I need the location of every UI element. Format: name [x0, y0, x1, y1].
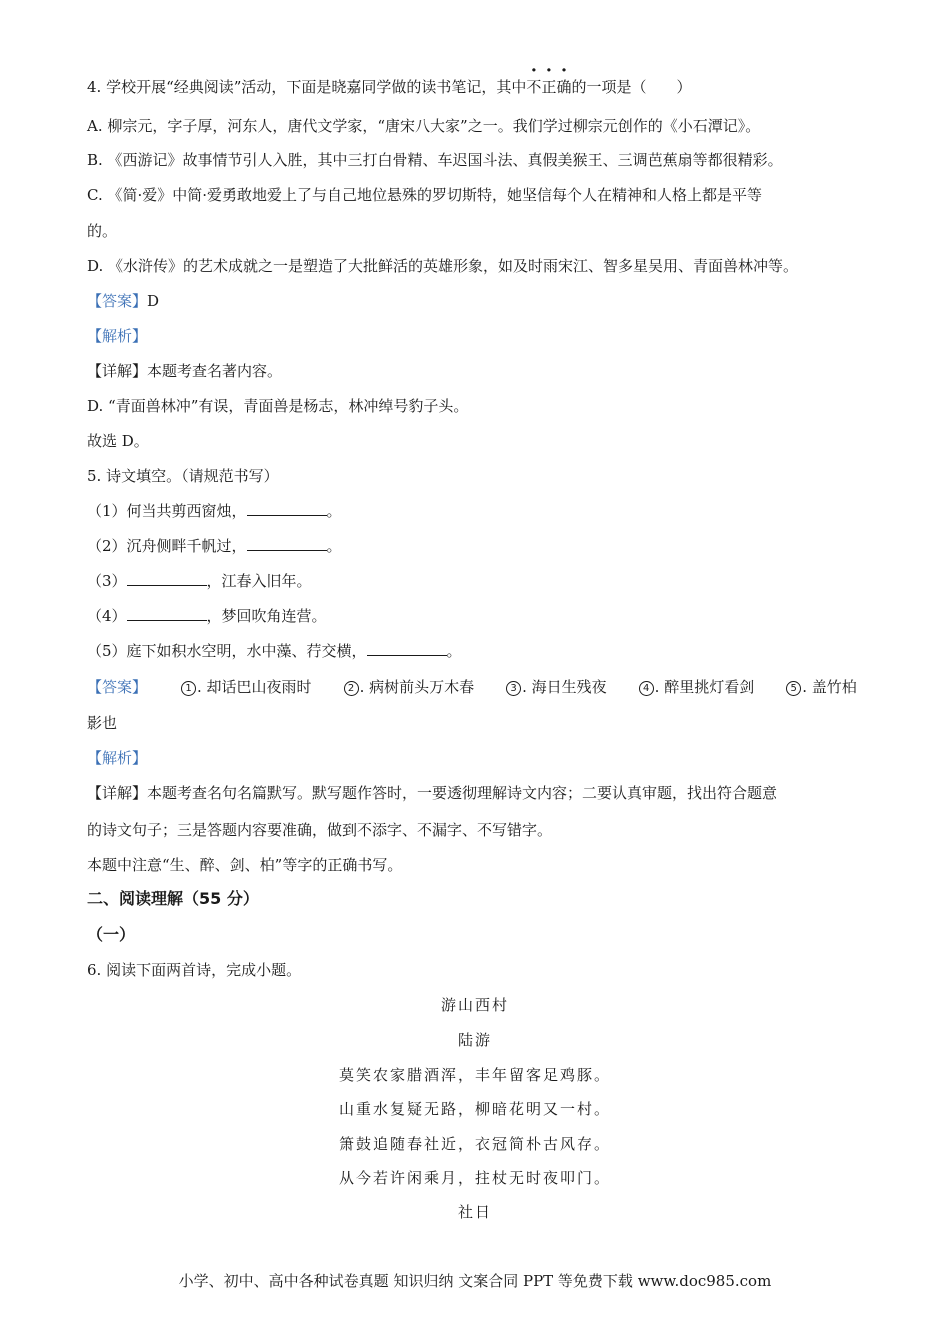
answer-item: [786, 678, 857, 696]
q5-item-1: [87, 501, 342, 521]
emphasis-char: 确: [556, 78, 572, 96]
circled-number: 1: [181, 681, 196, 696]
item-before: （1）何当共剪西窗烛，: [87, 502, 247, 520]
emphasis-char: 正: [541, 78, 557, 96]
answer-item: [639, 678, 755, 696]
q5-analysis-label: 【解析】: [87, 749, 148, 767]
q5-answer-wrap: 影也: [87, 714, 118, 732]
q4-option-d: D. 《水浒传》的艺术成就之一是塑造了大批鲜活的英雄形象，如及时雨宋江、智多星吴用、青面兽林冲等。: [87, 257, 799, 275]
poem-line: 山重水复疑无路，柳暗花明又一村。: [338, 1100, 611, 1118]
item-after: 。: [326, 502, 342, 520]
item-before: （2）沉舟侧畔千帆过，: [87, 537, 247, 555]
detail-text: 本题考查名著内容。: [147, 362, 283, 380]
answer-item: [344, 678, 475, 696]
q4-option-c-wrap: 的。: [87, 222, 118, 240]
q5-note: 本题中注意“生、醉、剑、柏”等字的正确书写。: [87, 856, 403, 874]
item-before: （5）庭下如积水空明，水中藻、荇交横，: [87, 642, 367, 660]
answer-text: . 醉里挑灯看剑: [654, 678, 755, 696]
q4-analysis-label: 【解析】: [87, 327, 148, 345]
q5-answers: [87, 677, 857, 697]
q5-detail-line-2: 的诗文句子；三是答题内容要准确，做到不添字、不漏字、不写错字。: [87, 821, 553, 839]
emphasis-char: 不: [526, 78, 542, 96]
section-subheading: （一）: [87, 925, 136, 944]
item-before: （4）: [87, 607, 127, 625]
q4-option-a: A. 柳宗元，字子厚，河东人，唐代文学家，“唐宋八大家”之一。我们学过柳宗元创作的《小石潭记》。: [87, 117, 761, 135]
q5-item-2: [87, 536, 342, 556]
poem-line: 箫鼓追随春社近，衣冠简朴古风存。: [338, 1135, 611, 1153]
q4-stem-before: 4. 学校开展“经典阅读”活动，下面是晓嘉同学做的读书笔记，其中: [87, 78, 527, 96]
item-after: ，江春入旧年。: [206, 572, 312, 590]
answer-text: . 盖竹柏: [802, 678, 857, 696]
poem-line: 从今若许闲乘月，拄杖无时夜叩门。: [338, 1169, 611, 1187]
detail-label: 【详解】: [87, 784, 148, 802]
answer-text: . 却话巴山夜雨时: [197, 678, 312, 696]
fill-blank: [247, 536, 327, 551]
q4-option-c: C. 《简·爱》中简·爱勇敢地爱上了与自己地位悬殊的罗切斯特，她坚信每个人在精神和人格上都是平等: [87, 186, 763, 204]
answer-text: . 病树前头万木春: [359, 678, 475, 696]
q5-item-3: [87, 571, 312, 591]
answer-item: [181, 678, 312, 696]
item-after: 。: [446, 642, 462, 660]
section-heading: 二、阅读理解（55 分）: [87, 889, 259, 908]
page-footer: 小学、初中、高中各种试卷真题 知识归纳 文案合同 PPT 等免费下载 www.doc985.com: [178, 1272, 772, 1290]
q6-stem: 6. 阅读下面两首诗，完成小题。: [87, 961, 302, 979]
poem-title: 游山西村: [440, 996, 509, 1014]
detail-text: 本题考查名句名篇默写。默写题作答时，一要透彻理解诗文内容；二要认真审题，找出符合题意: [147, 784, 778, 802]
item-after: ，梦回吹角连营。: [206, 607, 327, 625]
q4-explanation: D. “青面兽林冲”有误，青面兽是杨志，林冲绰号豹子头。: [87, 397, 469, 415]
q5-item-5: [87, 641, 462, 661]
circled-number: 5: [786, 681, 801, 696]
fill-blank: [247, 501, 327, 516]
circled-number: 2: [344, 681, 359, 696]
answer-value: D: [147, 292, 160, 310]
circled-number: 3: [506, 681, 521, 696]
q4-stem: [87, 77, 691, 97]
circled-number: 4: [639, 681, 654, 696]
answer-text: . 海日生残夜: [522, 678, 607, 696]
item-before: （3）: [87, 572, 127, 590]
answer-item: [506, 678, 607, 696]
q4-option-b: B. 《西游记》故事情节引人入胜，其中三打白骨精、车迟国斗法、真假美猴王、三调芭蕉扇等都很精彩。: [87, 151, 783, 169]
item-after: 。: [326, 537, 342, 555]
answer-label: 【答案】: [87, 292, 148, 310]
q4-conclusion: 故选 D。: [87, 432, 149, 450]
fill-blank: [367, 641, 447, 656]
q5-stem: 5. 诗文填空。（请规范书写）: [87, 467, 279, 485]
fill-blank: [127, 606, 207, 621]
poem-line: 莫笑农家腊酒浑，丰年留客足鸡豚。: [338, 1066, 611, 1084]
q4-answer: [87, 291, 159, 311]
q5-detail-line-1: [87, 783, 777, 803]
detail-label: 【详解】: [87, 362, 148, 380]
fill-blank: [127, 571, 207, 586]
q5-item-4: [87, 606, 327, 626]
poem-author: 陆游: [457, 1031, 492, 1049]
q4-stem-after: 的一项是（ ）: [571, 78, 692, 96]
q4-detail: [87, 361, 282, 381]
poem2-title: 社日: [457, 1203, 492, 1221]
answer-label: 【答案】: [87, 678, 148, 696]
